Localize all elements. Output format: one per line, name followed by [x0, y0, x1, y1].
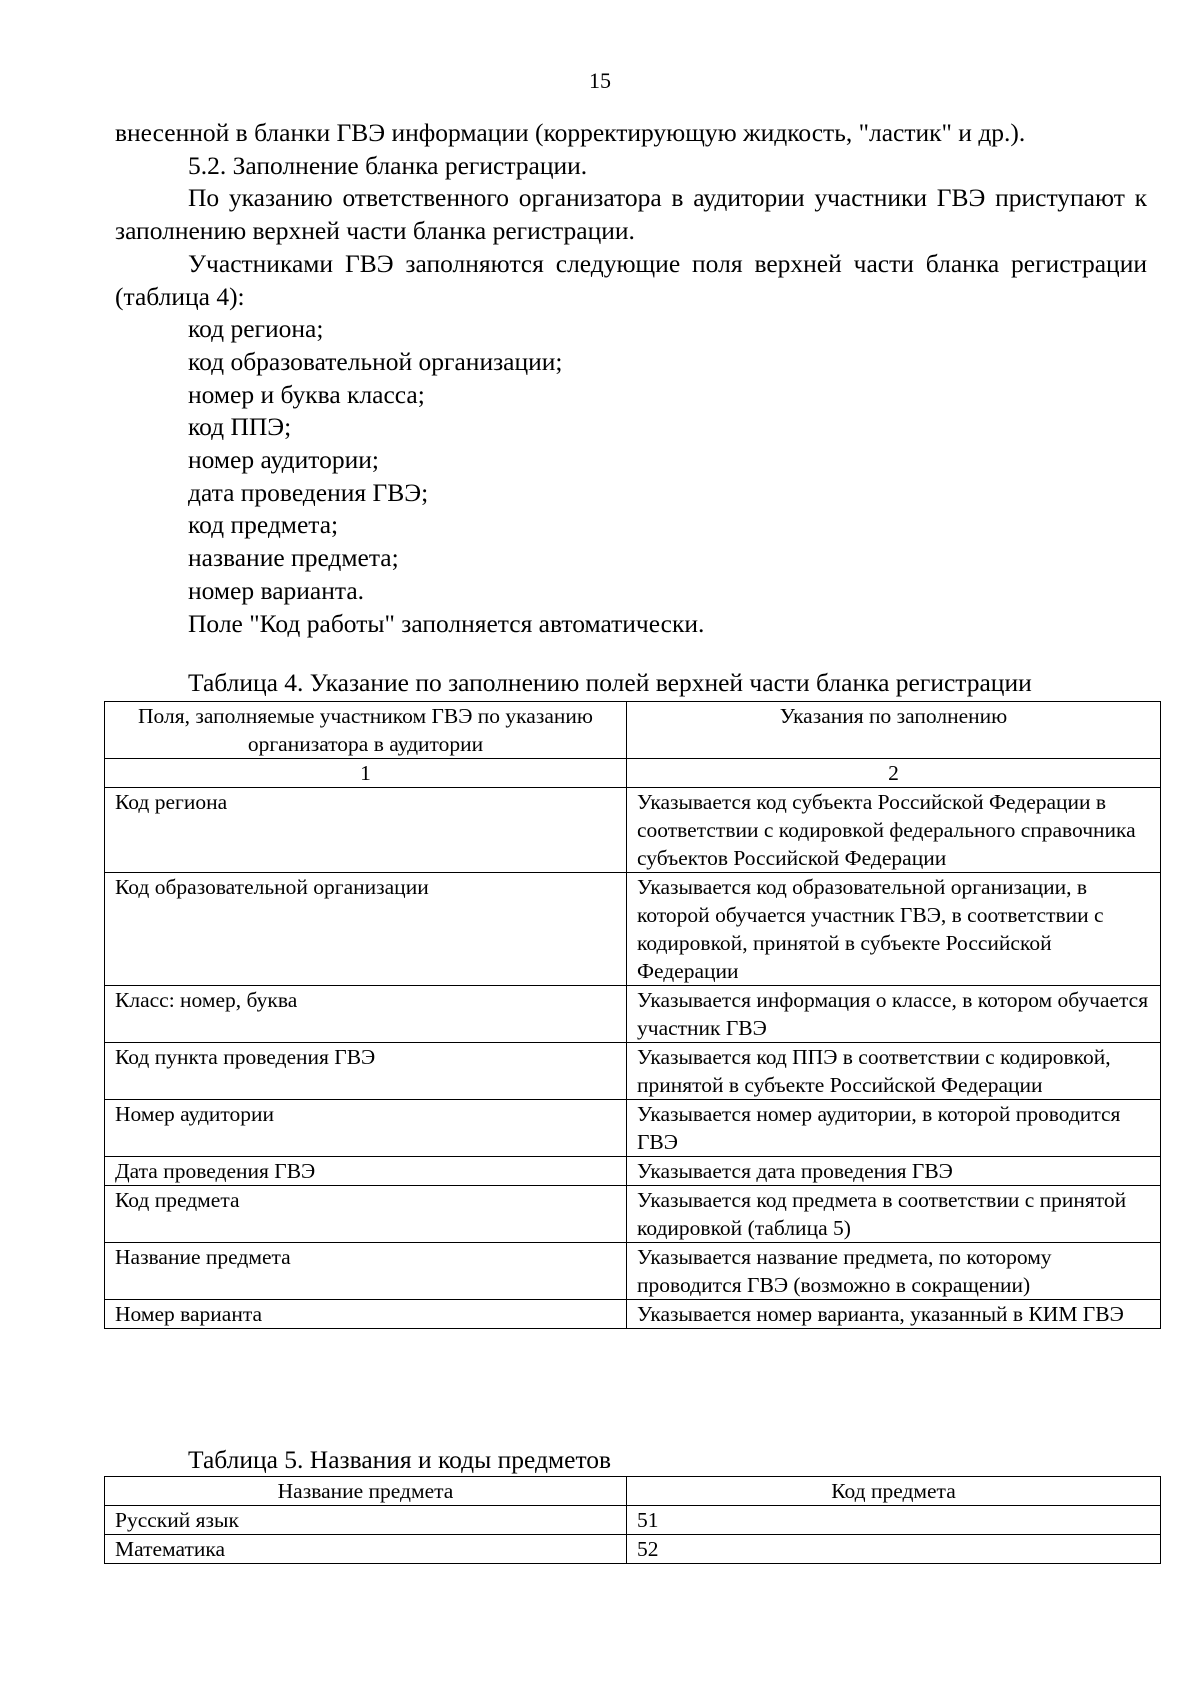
field-name-cell: Код образовательной организации	[105, 873, 627, 986]
instruction-cell: Указывается информация о классе, в котором обучается участник ГВЭ	[627, 986, 1161, 1043]
paragraph: По указанию ответственного организатора в аудитории участники ГВЭ приступают к заполнению верхней части бланка регистрации.	[115, 183, 1147, 246]
list-item: код предмета;	[188, 510, 339, 540]
field-name-cell: Класс: номер, буква	[105, 986, 627, 1043]
instruction-cell: Указывается код субъекта Российской Федерации в соответствии с кодировкой федерального справочника субъектов Российской Федерации	[627, 788, 1161, 873]
list-item: код ППЭ;	[188, 412, 292, 442]
table-row	[105, 1300, 1161, 1329]
list-item: код региона;	[188, 314, 324, 344]
list-item: номер аудитории;	[188, 445, 379, 475]
column-number-row	[105, 759, 1161, 788]
instruction-cell: Указывается номер варианта, указанный в КИМ ГВЭ	[627, 1300, 1161, 1329]
column-header: Поля, заполняемые участником ГВЭ по указанию организатора в аудитории	[105, 702, 627, 759]
instruction-cell: Указывается код ППЭ в соответствии с кодировкой, принятой в субъекте Российской Федерации	[627, 1043, 1161, 1100]
column-header: Указания по заполнению	[627, 702, 1161, 759]
table-row	[105, 1535, 1161, 1564]
table-header-row	[105, 702, 1161, 759]
instruction-cell: Указывается код предмета в соответствии с принятой кодировкой (таблица 5)	[627, 1186, 1161, 1243]
section-heading: 5.2. Заполнение бланка регистрации.	[188, 150, 588, 180]
field-name-cell: Код пункта проведения ГВЭ	[105, 1043, 627, 1100]
subject-name-cell: Русский язык	[105, 1506, 627, 1535]
field-name-cell: Номер аудитории	[105, 1100, 627, 1157]
field-name-cell: Номер варианта	[105, 1300, 627, 1329]
table4-caption: Таблица 4. Указание по заполнению полей верхней части бланка регистрации	[188, 668, 1032, 697]
column-number: 2	[627, 759, 1161, 788]
instruction-cell: Указывается код образовательной организации, в которой обучается участник ГВЭ, в соответствии с кодировкой, принятой в субъекте Российской Федерации	[627, 873, 1161, 986]
instruction-cell: Указывается название предмета, по которому проводится ГВЭ (возможно в сокращении)	[627, 1243, 1161, 1300]
field-name-cell: Дата проведения ГВЭ	[105, 1157, 627, 1186]
subject-code-cell: 52	[627, 1535, 1161, 1564]
table-row	[105, 788, 1161, 873]
table-header-row	[105, 1477, 1161, 1506]
table5-caption: Таблица 5. Названия и коды предметов	[188, 1445, 612, 1474]
table-row	[105, 1186, 1161, 1243]
paragraph: Поле "Код работы" заполняется автоматически.	[188, 608, 705, 638]
list-item: дата проведения ГВЭ;	[188, 477, 429, 507]
list-item: номер и буква класса;	[188, 379, 425, 409]
subject-code-cell: 51	[627, 1506, 1161, 1535]
subject-name-cell: Математика	[105, 1535, 627, 1564]
table-row	[105, 1157, 1161, 1186]
table-row	[105, 1100, 1161, 1157]
page-number: 15	[589, 68, 611, 93]
table-row	[105, 1243, 1161, 1300]
paragraph: внесенной в бланки ГВЭ информации (корректирующую жидкость, "ластик" и др.).	[115, 118, 1026, 147]
table5	[104, 1476, 1161, 1564]
field-name-cell: Код предмета	[105, 1186, 627, 1243]
field-name-cell: Название предмета	[105, 1243, 627, 1300]
list-item: название предмета;	[188, 543, 399, 573]
instruction-cell: Указывается номер аудитории, в которой проводится ГВЭ	[627, 1100, 1161, 1157]
table-row	[105, 1506, 1161, 1535]
column-number: 1	[105, 759, 627, 788]
table4	[104, 701, 1161, 1329]
table-row	[105, 986, 1161, 1043]
paragraph: Участниками ГВЭ заполняются следующие поля верхней части бланка регистрации (таблица 4):	[115, 248, 1147, 311]
field-name-cell: Код региона	[105, 788, 627, 873]
instruction-cell: Указывается дата проведения ГВЭ	[627, 1157, 1161, 1186]
list-item: код образовательной организации;	[188, 346, 563, 376]
list-item: номер варианта.	[188, 575, 365, 605]
body-text	[115, 117, 1147, 640]
table-row	[105, 873, 1161, 986]
table-row	[105, 1043, 1161, 1100]
column-header: Код предмета	[627, 1477, 1161, 1506]
column-header: Название предмета	[105, 1477, 627, 1506]
